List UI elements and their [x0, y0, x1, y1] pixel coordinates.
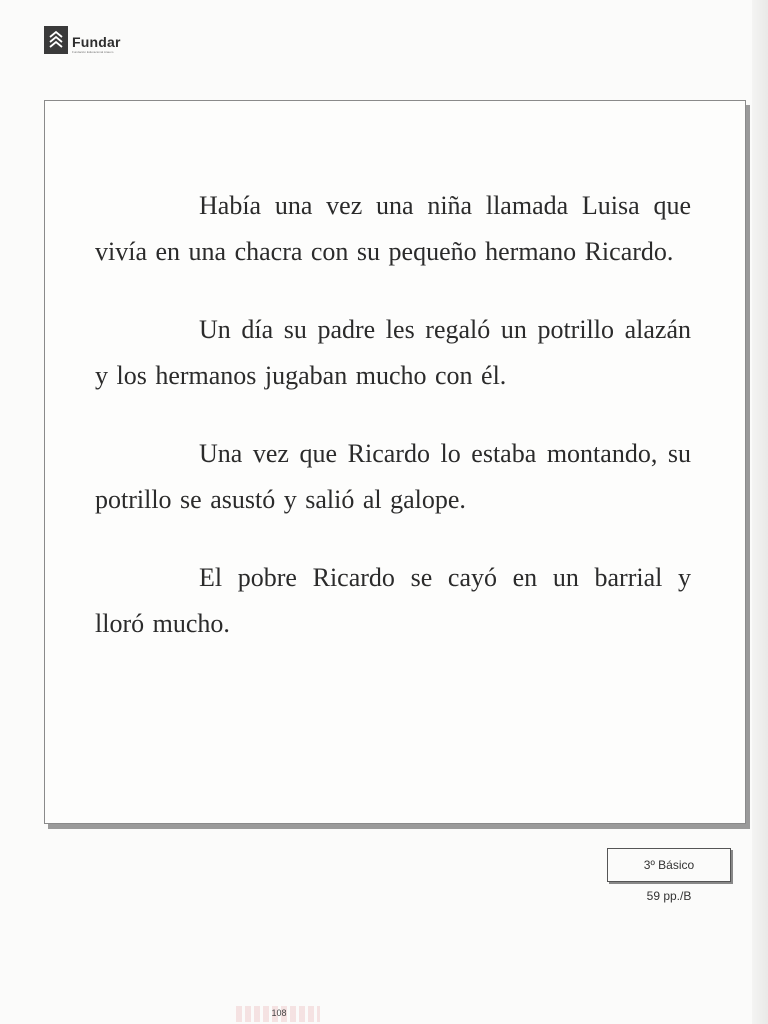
grade-level-badge: 3º Básico	[607, 848, 731, 882]
story-paragraph-3: Una vez que Ricardo lo estaba montando, su potrillo se asustó y salió al galope.	[95, 439, 691, 514]
page-number: 108	[271, 1008, 287, 1018]
fundar-logo	[44, 26, 121, 56]
story-text	[95, 183, 691, 679]
logo-subtext: Fundación Educacional Arauco	[72, 50, 114, 54]
logo-text: Fundar	[72, 34, 121, 50]
bleed-through-shadow	[664, 22, 754, 56]
story-paragraph-2: Un día su padre les regaló un potrillo alazán y los hermanos jugaban mucho con él.	[95, 315, 691, 390]
arrows-up-icon	[44, 26, 68, 54]
story-box	[44, 100, 746, 824]
story-paragraph-1: Había una vez una niña llamada Luisa que vivía en una chacra con su pequeño hermano Ricardo.	[95, 191, 691, 266]
story-paragraph-4: El pobre Ricardo se cayó en un barrial y lloró mucho.	[95, 563, 691, 638]
page-reference: 59 pp./B	[646, 889, 692, 903]
page-edge	[752, 0, 768, 1024]
